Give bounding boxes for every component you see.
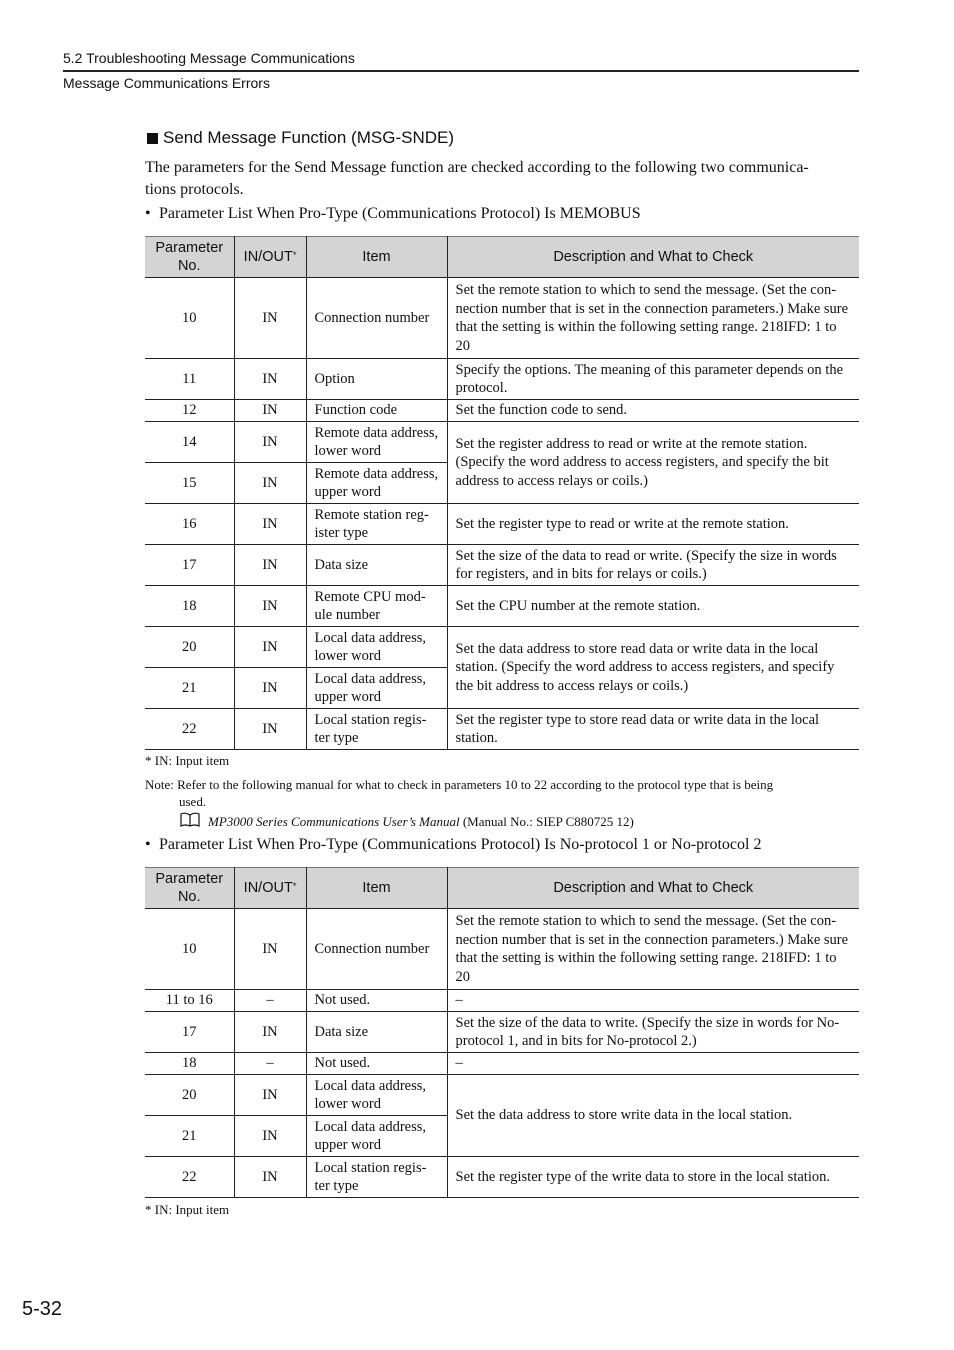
in-out-cell: IN <box>234 709 306 750</box>
col-header-in-out <box>234 237 306 278</box>
item-cell: Option <box>306 359 447 400</box>
in-out-cell: IN <box>234 400 306 422</box>
item-cell: Not used. <box>306 1053 447 1075</box>
item-cell: Connection number <box>306 909 447 990</box>
description-cell: Set the remote station to which to send the message. (Set the con-nection number that is set in the connection parameters.) Make sure that the setting is within the following setting range. 218IFD: 1 to 20 <box>447 909 859 990</box>
table-row <box>145 1053 859 1075</box>
description-cell: Set the register type to store read data or write data in the local station. <box>447 709 859 750</box>
col-header-param-no: Parameter No. <box>145 868 234 909</box>
manual-title: MP3000 Series Communications User’s Manual <box>208 813 460 829</box>
param-no-cell: 16 <box>145 504 234 545</box>
in-out-cell: – <box>234 1053 306 1075</box>
in-out-cell: IN <box>234 359 306 400</box>
col-header-description: Description and What to Check <box>447 868 859 909</box>
book-icon <box>180 812 200 831</box>
param-no-cell: 20 <box>145 627 234 668</box>
param-no-cell: 22 <box>145 709 234 750</box>
description-cell: – <box>447 990 859 1012</box>
table-row <box>145 359 859 400</box>
bullet-no-protocol <box>145 836 761 854</box>
in-out-cell: IN <box>234 278 306 359</box>
param-no-cell: 20 <box>145 1075 234 1116</box>
intro-line-2: tions protocols. <box>145 181 244 198</box>
in-out-cell: IN <box>234 1012 306 1053</box>
bullet-dot-icon: • <box>145 205 151 222</box>
note <box>145 776 825 810</box>
header-rule <box>63 70 859 72</box>
param-no-cell: 18 <box>145 586 234 627</box>
description-cell: Set the function code to send. <box>447 400 859 422</box>
item-cell: Local data address, upper word <box>306 1116 447 1157</box>
col-header-param-no: Parameter No. <box>145 237 234 278</box>
description-cell: – <box>447 1053 859 1075</box>
item-cell: Local data address, upper word <box>306 668 447 709</box>
param-no-cell: 22 <box>145 1157 234 1198</box>
item-cell: Remote CPU mod-ule number <box>306 586 447 627</box>
col-header-description: Description and What to Check <box>447 237 859 278</box>
item-cell: Remote station reg-ister type <box>306 504 447 545</box>
col-header-item: Item <box>306 237 447 278</box>
description-cell: Set the data address to store write data in the local station. <box>447 1075 859 1157</box>
section-title <box>147 128 454 148</box>
param-no-cell: 17 <box>145 1012 234 1053</box>
in-out-cell: IN <box>234 668 306 709</box>
running-header-subsection: Message Communications Errors <box>63 75 270 91</box>
in-out-cell: IN <box>234 586 306 627</box>
table-row <box>145 1012 859 1053</box>
in-out-cell: IN <box>234 504 306 545</box>
item-cell: Function code <box>306 400 447 422</box>
table-row <box>145 545 859 586</box>
table-row <box>145 400 859 422</box>
bullet-memobus-text: Parameter List When Pro-Type (Communications Protocol) Is MEMOBUS <box>159 205 641 222</box>
param-no-cell: 10 <box>145 278 234 359</box>
note-line-2: used. <box>179 794 207 809</box>
table2-footnote: * IN: Input item <box>145 1202 230 1217</box>
description-cell: Set the register type to read or write at the remote station. <box>447 504 859 545</box>
item-cell: Connection number <box>306 278 447 359</box>
item-cell: Not used. <box>306 990 447 1012</box>
item-cell: Local station regis-ter type <box>306 709 447 750</box>
square-bullet-icon <box>147 133 158 144</box>
param-no-cell: 11 <box>145 359 234 400</box>
bullet-dot-icon: • <box>145 836 151 853</box>
in-out-footnote-mark: * <box>292 881 297 891</box>
in-out-cell: – <box>234 990 306 1012</box>
page-number: 5-32 <box>22 1298 63 1320</box>
in-out-cell: IN <box>234 1116 306 1157</box>
table-row <box>145 278 859 359</box>
description-cell: Set the CPU number at the remote station. <box>447 586 859 627</box>
table-row <box>145 504 859 545</box>
in-out-cell: IN <box>234 422 306 463</box>
item-cell: Data size <box>306 545 447 586</box>
col-header-in-out <box>234 868 306 909</box>
description-cell: Set the register type of the write data to store in the local station. <box>447 1157 859 1198</box>
in-out-label: IN/OUT <box>243 249 293 265</box>
description-cell: Set the register address to read or write at the remote station. (Specify the word address to access registers, and specify the bit address to access relays or coils.) <box>447 422 859 504</box>
table-row <box>145 627 859 668</box>
table-row <box>145 1157 859 1198</box>
param-no-cell: 18 <box>145 1053 234 1075</box>
intro-line-1: The parameters for the Send Message function are checked according to the following two communica- <box>145 159 809 176</box>
param-no-cell: 17 <box>145 545 234 586</box>
in-out-label: IN/OUT <box>243 880 293 896</box>
param-no-cell: 11 to 16 <box>145 990 234 1012</box>
item-cell: Remote data address, lower word <box>306 422 447 463</box>
table-row <box>145 709 859 750</box>
item-cell: Remote data address, upper word <box>306 463 447 504</box>
param-no-cell: 12 <box>145 400 234 422</box>
running-header-section: 5.2 Troubleshooting Message Communications <box>63 50 355 66</box>
table1-footnote: * IN: Input item <box>145 753 230 768</box>
item-cell: Local data address, lower word <box>306 627 447 668</box>
bullet-memobus <box>145 205 641 223</box>
description-cell: Set the size of the data to read or write. (Specify the size in words for registers, and in bits for relays or coils.) <box>447 545 859 586</box>
note-line-1: Note: Refer to the following manual for what to check in parameters 10 to 22 according to the protocol type that is being <box>145 777 774 792</box>
section-title-text: Send Message Function (MSG-SNDE) <box>163 128 454 147</box>
table-row <box>145 422 859 463</box>
in-out-cell: IN <box>234 627 306 668</box>
in-out-cell: IN <box>234 1157 306 1198</box>
col-header-item: Item <box>306 868 447 909</box>
description-cell: Set the remote station to which to send the message. (Set the con-nection number that is set in the connection parameters.) Make sure that the setting is within the following setting range. 218IFD: 1 to 20 <box>447 278 859 359</box>
param-no-cell: 21 <box>145 1116 234 1157</box>
item-cell: Data size <box>306 1012 447 1053</box>
description-cell: Specify the options. The meaning of this parameter depends on the protocol. <box>447 359 859 400</box>
in-out-cell: IN <box>234 545 306 586</box>
bullet-no-protocol-text: Parameter List When Pro-Type (Communications Protocol) Is No-protocol 1 or No-protocol 2 <box>159 836 762 853</box>
param-no-cell: 15 <box>145 463 234 504</box>
param-no-cell: 10 <box>145 909 234 990</box>
item-cell: Local station regis-ter type <box>306 1157 447 1198</box>
description-cell: Set the size of the data to write. (Specify the size in words for No-protocol 1, and in bits for No-protocol 2.) <box>447 1012 859 1053</box>
table-row <box>145 1075 859 1116</box>
description-cell: Set the data address to store read data or write data in the local station. (Specify the word address to access registers, and specify the bit address to access relays or coils.) <box>447 627 859 709</box>
item-cell: Local data address, lower word <box>306 1075 447 1116</box>
table-row <box>145 909 859 990</box>
in-out-cell: IN <box>234 1075 306 1116</box>
manual-number: (Manual No.: SIEP C880725 12) <box>462 813 634 829</box>
intro-paragraph <box>145 157 859 201</box>
table-row <box>145 990 859 1012</box>
in-out-cell: IN <box>234 909 306 990</box>
in-out-cell: IN <box>234 463 306 504</box>
manual-reference <box>180 812 634 831</box>
in-out-footnote-mark: * <box>292 250 297 260</box>
table-row <box>145 586 859 627</box>
param-no-cell: 21 <box>145 668 234 709</box>
parameter-table-no-protocol <box>145 867 859 1198</box>
parameter-table-memobus <box>145 236 859 750</box>
param-no-cell: 14 <box>145 422 234 463</box>
